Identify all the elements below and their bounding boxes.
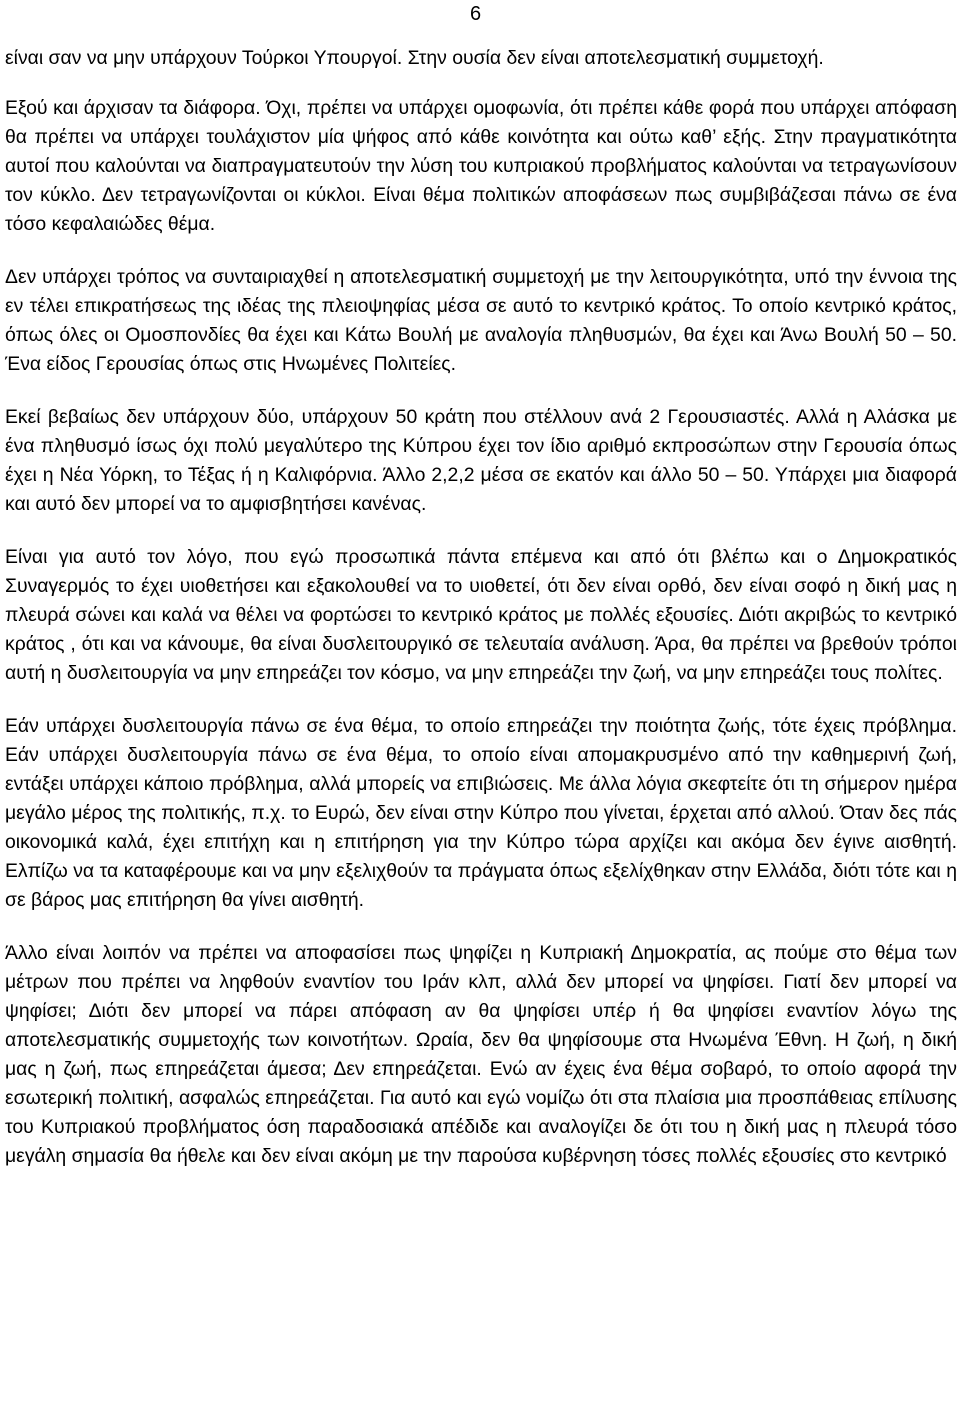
paragraph: Εκεί βεβαίως δεν υπάρχουν δύο, υπάρχουν 50 κράτη που στέλλουν ανά 2 Γερουσιαστές. Αλλά η Αλάσκα με ένα πληθυσμό ίσως όχι πολύ μεγαλύτερο της Κύπρου έχει τον ίδιο αριθμό εκπροσώπων στην Γερουσία όπως έχει η Νέα Υόρκη, το Τέξας ή η Καλιφόρνια. Άλλο 2,2,2 μέσα σε εκατόν και άλλο 50 – 50. Υπάρχει μια διαφορά και αυτό δεν μπορεί να το αμφισβητήσει κανένας. xyxy=(5,406,957,515)
page-number: 6 xyxy=(470,3,482,25)
paragraph: Δεν υπάρχει τρόπος να συνταιριαχθεί η αποτελεσματική συμμετοχή με την λειτουργικότητα, υπό την έννοια της εν τέλει επικρατήσεως της ιδέας της πλειοψηφίας μέσα σε αυτό το κεντρικό κράτος. Το οποίο κεντρικό κράτος, όπως όλες οι Ομοσπονδίες θα έχει και Κάτω Βουλή με αναλογία πληθυσμών, θα έχει και Άνω Βουλή 50 – 50. Ένα είδος Γερουσίας όπως στις Ηνωμένες Πολιτείες. xyxy=(5,266,957,375)
paragraph: Άλλο είναι λοιπόν να πρέπει να αποφασίσει πως ψηφίζει η Κυπριακή Δημοκρατία, ας πούμε στο θέμα των μέτρων που πρέπει να ληφθούν εναντίον του Ιράν κλπ, αλλά δεν μπορεί να ψηφίσει. Γιατί δεν μπορεί να ψηφίσει; Διότι δεν μπορεί να πάρει απόφαση αν θα ψηφίσει υπέρ ή θα ψηφίσει εναντίον λόγω της αποτελεσματικής συμμετοχής των κοινοτήτων. Ωραία, δεν θα ψηφίσουμε στα Ηνωμένα Έθνη. Η ζωή, η δική μας η ζωή, πως επηρεάζεται άμεσα; Δεν επηρεάζεται. Ενώ αν έχεις ένα θέμα σοβαρό, το οποίο αφορά την εσωτερική πολιτική, ασφαλώς επηρεάζεται. Για αυτό και εγώ νομίζω ότι στα πλαίσια μια προσπάθειας επίλυσης του Κυπριακού προβλήματος όση παραδοσιακά απέδιδε και αναλογίζει δε ότι του η δική μας η πλευρά τόσο μεγάλη σημασία θα ήθελε και δεν είναι ακόμη με την παρούσα κυβέρνηση τόσες πολλές εξουσίες στο κεντρικό xyxy=(5,942,957,1167)
paragraph: είναι σαν να μην υπάρχουν Τούρκοι Υπουργοί. Στην ουσία δεν είναι αποτελεσματική συμμετοχή. xyxy=(5,47,824,69)
document-body xyxy=(5,44,957,1171)
paragraph: Εάν υπάρχει δυσλειτουργία πάνω σε ένα θέμα, το οποίο επηρεάζει την ποιότητα ζωής, τότε έχεις πρόβλημα. Εάν υπάρχει δυσλειτουργία πάνω σε ένα θέμα, το οποίο είναι απομακρυσμένο από την καθημερινή ζωή, εντάξει υπάρχει κάποιο πρόβλημα, αλλά μπορείς να επιβιώσεις. Με άλλα λόγια σκεφτείτε ότι τη σήμερον ημέρα μεγάλο μέρος της πολιτικής, π.χ. το Ευρώ, δεν είναι στην Κύπρο που γίνεται, έρχεται από αλλού. Όταν δες πάς οικονομικά καλά, έχει επιτήχη και η επιτήρηση για την Κύπρο τώρα αρχίζει και ακόμα δεν έγινε αισθητή. Ελπίζω να τα καταφέρουμε και να μην εξελιχθούν τα πράγματα όπως εξελίχθηκαν στην Ελλάδα, διότι τότε και η σε βάρος μας επιτήρηση θα γίνει αισθητή. xyxy=(5,715,957,911)
paragraph: Εξού και άρχισαν τα διάφορα. Όχι, πρέπει να υπάρχει ομοφωνία, ότι πρέπει κάθε φορά που υπάρχει απόφαση θα πρέπει να υπάρχει τουλάχιστον μία ψήφος από κάθε κοινότητα και ούτω καθ’ εξής. Στην πραγματικότητα αυτοί που καλούνται να διαπραγματευτούν την λύση του κυπριακού προβλήματος καλούνται να τετραγωνίσουν τον κύκλο. Δεν τετραγωνίζονται οι κύκλοι. Είναι θέμα πολιτικών αποφάσεων πως συμβιβάζεσαι πάνω σε ένα τόσο κεφαλαιώδες θέμα. xyxy=(5,97,957,235)
paragraph: Είναι για αυτό τον λόγο, που εγώ προσωπικά πάντα επέμενα και από ότι βλέπω και ο Δημοκρατικός Συναγερμός το έχει υιοθετήσει και εξακολουθεί να το υιοθετεί, ότι δεν είναι ορθό, δεν είναι σοφό η δική μας η πλευρά σώνει και καλά να θέλει να φορτώσει το κεντρικό κράτος με πολλές εξουσίες. Διότι ακριβώς το κεντρικό κράτος , ότι και να κάνουμε, θα είναι δυσλειτουργικό σε τελευταία ανάλυση. Άρα, θα πρέπει να βρεθούν τρόποι αυτή η δυσλειτουργία να μην επηρεάζει τον κόσμο, να μην επηρεάζει την ζωή, να μην επηρεάζει τους πολίτες. xyxy=(5,546,957,684)
